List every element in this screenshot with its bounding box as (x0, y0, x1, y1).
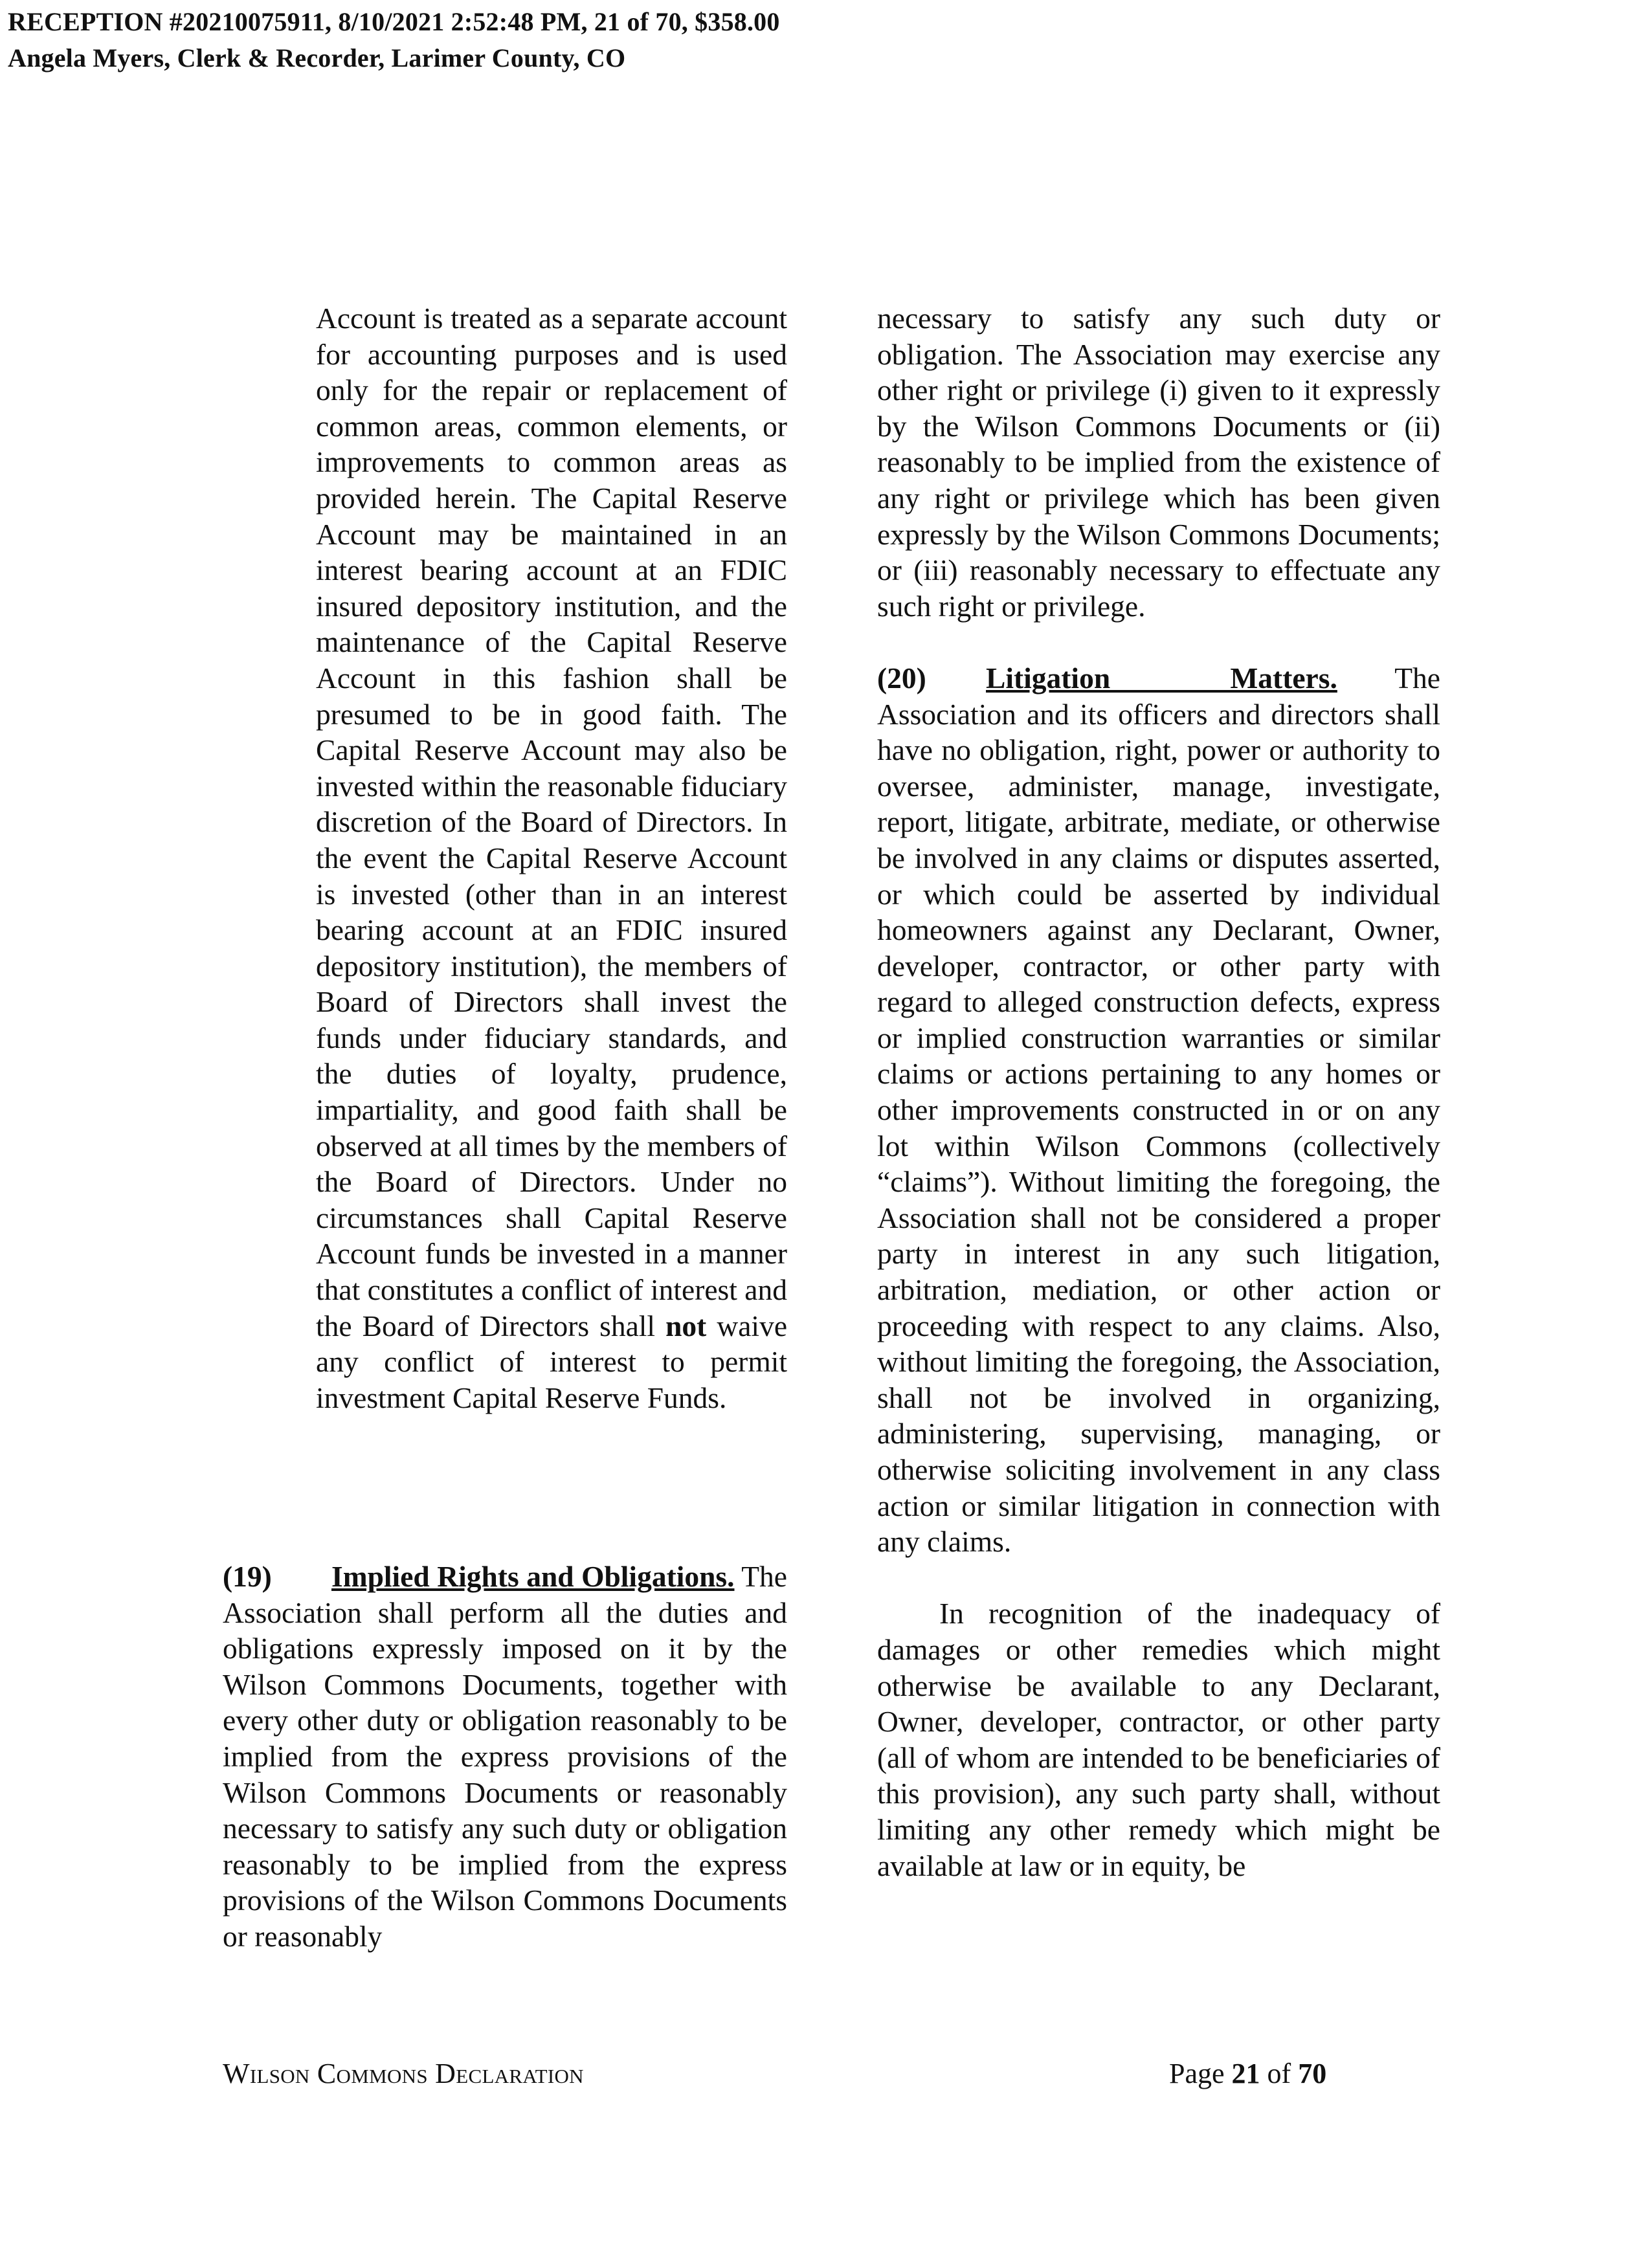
section-20-body: The Association and its officers and directors shall have no obligation, right, power or authority to oversee, administer, manage, investigate, report, litigate, arbitrate, mediate, or otherwise be involved in any claims or disputes asserted, or which could be asserted by individual homeowners against any Declarant, Owner, developer, contractor, or other party with regard to alleged construction defects, express or implied construction warranties or similar claims or actions pertaining to any homes or other improvements constructed in or on any lot within Wilson Commons (collectively “claims”). Without limiting the foregoing, the Association shall not be considered a proper party in interest in any such litigation, arbitration, mediation, or other action or proceeding with respect to any claims. Also, without limiting the foregoing, the Association, shall not be involved in organizing, administering, supervising, managing, or otherwise soliciting involvement in any class action or similar litigation in connection with any claims. (877, 661, 1440, 1559)
capital-reserve-text-a: Account is treated as a separate account for accounting purposes and is used only for the repair or replacement of common areas, common elements, or improvements to common areas as provided herein. The Capital Reserve Account may be maintained in an interest bearing account at an FDIC insured depository institution, and the maintenance of the Capital Reserve Account in this fashion shall be presumed to be in good faith. The Capital Reserve Account may also be invested within the reasonable fiduciary discretion of the Board of Directors. In the event the Capital Reserve Account is invested (other than in an interest bearing account at an FDIC insured depository institution), the members of Board of Directors shall invest the funds under fiduciary standards, and the duties of loyalty, prudence, impartiality, and good faith shall be observed at all times by the members of the Board of Directors. Under no circumstances shall Capital Reserve Account funds be invested in a manner that constitutes a conflict of interest and the Board of Directors shall (316, 302, 787, 1342)
section-20-title: Litigation Matters. (986, 661, 1337, 695)
footer-current-page: 21 (1231, 2058, 1260, 2089)
paragraph-gap (877, 1560, 1440, 1596)
footer-document-title: Wilson Commons Declaration (223, 2058, 584, 2089)
capital-reserve-paragraph (316, 300, 787, 1416)
section-20-paragraph (877, 660, 1440, 1560)
section-19 (223, 1559, 787, 1955)
recording-stamp-line-2: Angela Myers, Clerk & Recorder, Larimer County, CO (8, 43, 626, 72)
footer-page-word: Page (1169, 2058, 1225, 2089)
section-20-number: (20) (877, 661, 926, 695)
section-19-body: The Association shall perform all the duties and obligations expressly imposed on it by the Wilson Commons Documents, together with every other duty or obligation reasonably to be implied from the express provisions of the Wilson Commons Documents or reasonably necessary to satisfy any such duty or obligation reasonably to be implied from the express provisions of the Wilson Commons Documents or reasonably (223, 1560, 787, 1953)
right-column (877, 300, 1440, 1884)
paragraph-gap (877, 624, 1440, 660)
footer-of-word: of (1267, 2058, 1291, 2089)
recording-stamp-line-1: RECEPTION #20210075911, 8/10/2021 2:52:48 PM, 21 of 70, $358.00 (8, 7, 780, 36)
section-20-paragraph-2: In recognition of the inadequacy of damages or other remedies which might otherwise be available to any Declarant, Owner, developer, contractor, or other party (all of whom are intended to be beneficiaries of this provision), any such party shall, without limiting any other remedy which might be available at law or in equity, be (877, 1597, 1440, 1882)
footer-page-number (1169, 2057, 1326, 2090)
left-column-indented-paragraph (316, 300, 787, 1416)
footer-total-pages: 70 (1298, 2058, 1327, 2089)
recording-stamp (8, 4, 780, 76)
capital-reserve-text-b: waive any conflict of interest to permit investment Capital Reserve Funds. (316, 1309, 788, 1414)
bold-not: not (665, 1309, 707, 1342)
section-19-number: (19) (223, 1560, 272, 1593)
section-19-paragraph (223, 1559, 787, 1955)
section-19-title: Implied Rights and Obligations. (331, 1560, 735, 1593)
section-19-continued: necessary to satisfy any such duty or obligation. The Association may exercise any other right or privilege (i) given to it expressly by the Wilson Commons Documents or (ii) reasonably to be implied from the existence of any right or privilege which has been given expressly by the Wilson Commons Documents; or (iii) reasonably necessary to effectuate any such right or privilege. (877, 302, 1440, 623)
